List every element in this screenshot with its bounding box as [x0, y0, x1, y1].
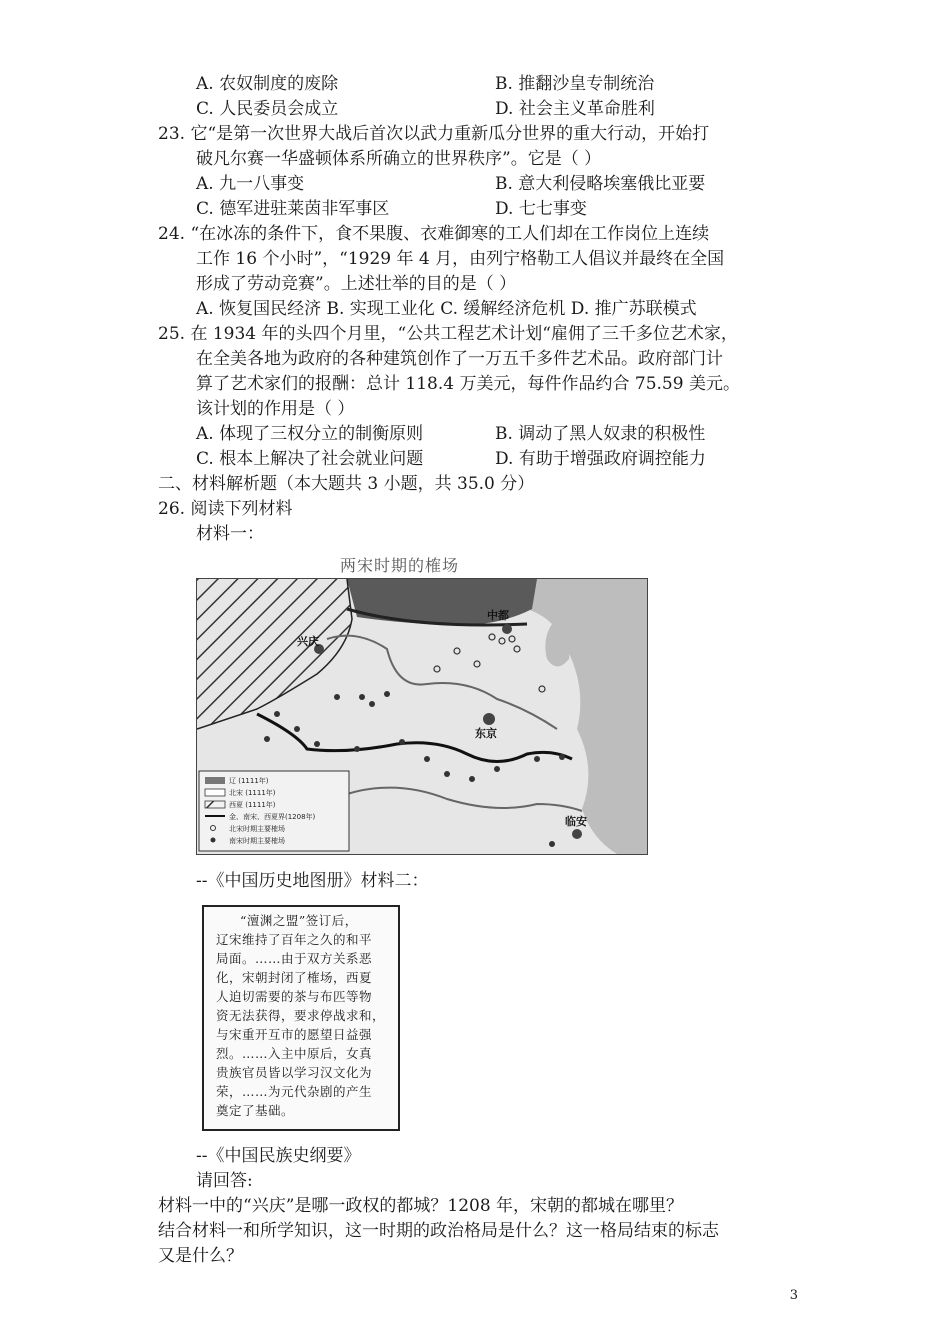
q25-option-c: C. 根本上解决了社会就业问题 [196, 449, 424, 469]
q23-option-c: C. 德军进驻莱茵非军事区 [196, 199, 390, 219]
material2-line: 人迫切需要的茶与布匹等物 [216, 989, 373, 1004]
q26-intro: 26. 阅读下列材料 [158, 499, 293, 519]
q24-options: A. 恢复国民经济 B. 实现工业化 C. 缓解经济危机 D. 推广苏联模式 [196, 299, 697, 319]
legend-border-1208: 金、南宋、西夏界(1208年) [229, 813, 316, 821]
map-label-xingqing: 兴庆 [297, 635, 319, 648]
q25-line-3: 算了艺术家们的报酬：总计 118.4 万美元，每件作品约合 75.59 美元。 [196, 374, 740, 394]
q23-option-d: D. 七七事变 [495, 199, 587, 219]
map-label-linan: 临安 [565, 815, 587, 828]
page-number: 3 [789, 1288, 798, 1303]
material2-box [202, 905, 400, 1131]
question-1: 材料一中的“兴庆”是哪一政权的都城？1208 年，宋朝的都城在哪里？ [158, 1196, 684, 1216]
material2-line: 荣，……为元代杂剧的产生 [216, 1084, 373, 1099]
material2-line: 化，宋朝封闭了榷场，西夏 [216, 970, 373, 985]
please-answer: 请回答: [196, 1171, 253, 1191]
question-2-line-2: 又是什么？ [158, 1246, 243, 1266]
q24-line-3: 形成了劳动竞赛”。上述壮举的目的是（ ） [196, 274, 517, 294]
legend-northern-song: 北宋 (1111年) [229, 789, 276, 797]
map-title: 两宋时期的榷场 [340, 556, 460, 575]
map-label-zhongdu: 中都 [487, 609, 509, 622]
q23-line-1: 23. 它“是第一次世界大战后首次以武力重新瓜分世界的重大行动，开始打 [158, 124, 710, 144]
q24-line-2: 工作 16 个小时”，“1929 年 4 月，由列宁格勒工人倡议并最终在全国 [196, 249, 725, 269]
q25-option-b: B. 调动了黑人奴隶的积极性 [495, 424, 706, 444]
q23-option-a: A. 九一八事变 [196, 174, 305, 194]
legend-liao: 辽 (1111年) [229, 777, 269, 785]
question-2-line-1: 结合材料一和所学知识，这一时期的政治格局是什么？这一格局结束的标志 [158, 1221, 719, 1241]
q25-line-2: 在全美各地为政府的各种建筑创作了一万五千多件艺术品。政府部门计 [196, 349, 723, 369]
q22-option-b: B. 推翻沙皇专制统治 [495, 74, 655, 94]
legend-southern-song-markets: 南宋时期主要榷场 [229, 837, 285, 845]
material2-line: 资无法获得，要求停战求和， [216, 1008, 386, 1023]
q22-option-a: A. 农奴制度的废除 [196, 74, 339, 94]
q25-line-4: 该计划的作用是（ ） [196, 399, 355, 419]
map-graphic [197, 579, 647, 854]
q25-option-d: D. 有助于增强政府调控能力 [495, 449, 706, 469]
material2-line: 局面。……由于双方关系恶 [216, 951, 373, 966]
material2-line: “澶渊之盟”签订后， [240, 913, 358, 928]
material2-line: 奠定了基础。 [216, 1103, 295, 1118]
map-label-dongjing: 东京 [475, 727, 497, 740]
source-1-material-2: --《中国历史地图册》材料二： [196, 871, 429, 891]
legend-western-xia: 西夏 (1111年) [229, 801, 276, 809]
legend-northern-song-markets: 北宋时期主要榷场 [229, 825, 285, 833]
historical-map [196, 578, 648, 855]
section-heading: 二、材料解析题（本大题共 3 小题，共 35.0 分） [158, 474, 535, 494]
material1-label: 材料一： [196, 524, 264, 544]
q24-line-1: 24. “在冰冻的条件下，食不果腹、衣难御寒的工人们却在工作岗位上连续 [158, 224, 710, 244]
source-2: --《中国民族史纲要》 [196, 1146, 361, 1166]
q22-option-d: D. 社会主义革命胜利 [495, 99, 655, 119]
q23-option-b: B. 意大利侵略埃塞俄比亚要 [495, 174, 706, 194]
material2-line: 与宋重开互市的愿望日益强 [216, 1027, 373, 1042]
q25-line-1: 25. 在 1934 年的头四个月里，“公共工程艺术计划“雇佣了三千多位艺术家， [158, 324, 738, 344]
q22-option-c: C. 人民委员会成立 [196, 99, 339, 119]
material2-line: 烈。……入主中原后，女真 [216, 1046, 373, 1061]
q25-option-a: A. 体现了三权分立的制衡原则 [196, 424, 424, 444]
material2-line: 辽宋维持了百年之久的和平 [216, 932, 373, 947]
material2-line: 贵族官员皆以学习汉文化为 [216, 1065, 373, 1080]
q23-line-2: 破凡尔赛一华盛顿体系所确立的世界秩序”。它是（ ） [196, 149, 602, 169]
